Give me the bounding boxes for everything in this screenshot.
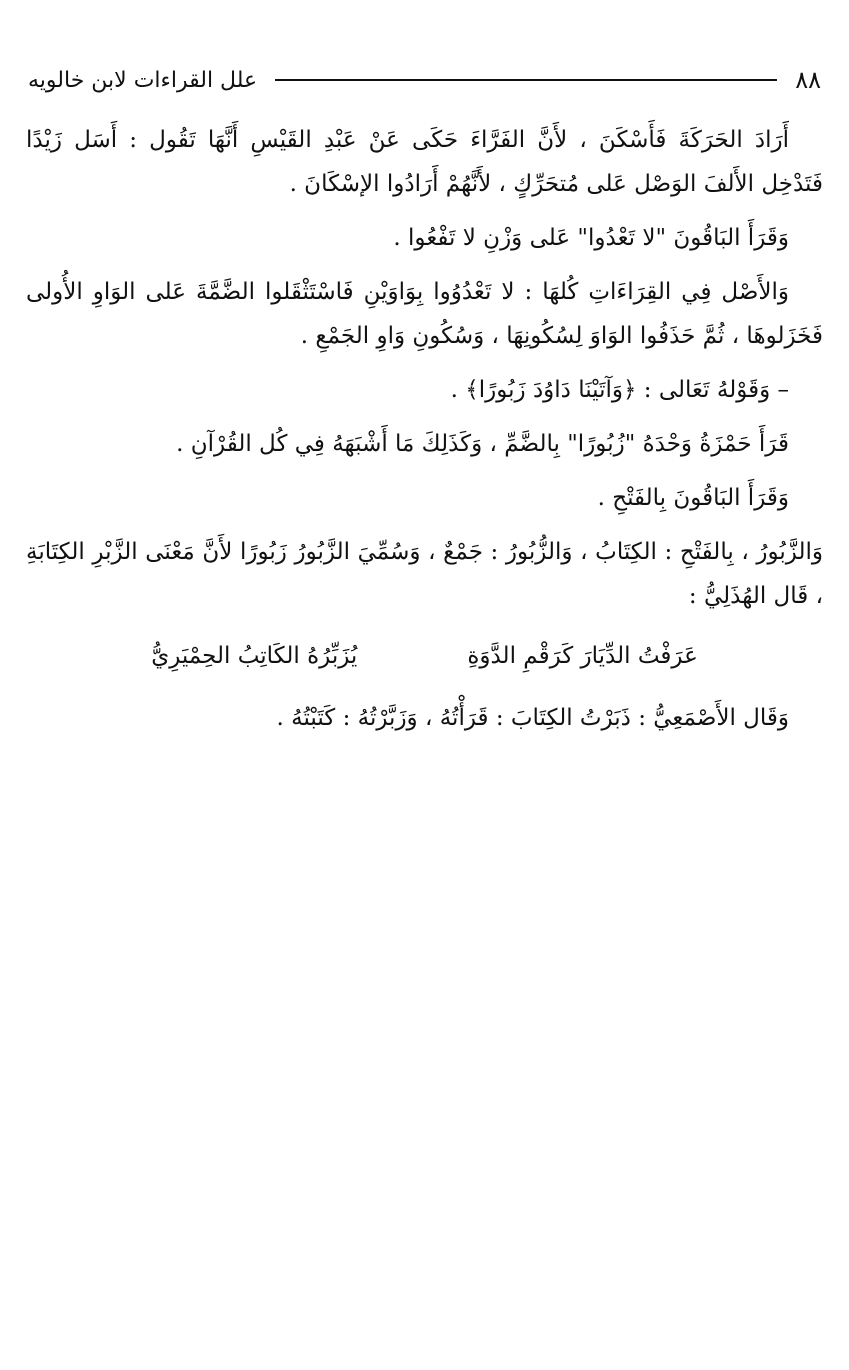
quran-verse-citation: – وَقَوْلهُ تَعَالى : ﴿وَآتَيْنَا دَاوُدَ زَبُورًا﴾ . bbox=[450, 377, 789, 403]
verse-second-hemistich: يُزَبِّرُهُ الكَاتِبُ الحِمْيَرِيُّ bbox=[151, 643, 358, 669]
closing-paragraph: وَقَال الأَصْمَعِيُّ : ذَبَرْتُ الكِتَابَ : قَرَأْتُهُ ، وَزَبَّرْتُهُ : كَتَبْتُهُ . bbox=[276, 705, 789, 731]
paragraph: وَالزَّبُورُ ، بِالفَتْحِ : الكِتَابُ ، وَالزُّبُورُ : جَمْعٌ ، وَسُمِّيَ الزَّبُورُ زَبُورًا لأَنَّ مَعْنَى الزَّبْرِ الكِتَابَةِ ، قَال الهُذَلِيُّ : bbox=[26, 539, 823, 609]
paragraph: وَقَرَأَ البَاقُونَ بِالفَتْحِ . bbox=[597, 485, 789, 511]
page-number: ٨٨ bbox=[795, 66, 821, 94]
paragraph: وَالأَصْل فِي القِرَاءَاتِ كُلهَا : لا تَعْدُوُوا بِوَاوَيْنِ فَاسْتَثْقَلوا الضَّمَّةَ عَلى الوَاوِ الأُولى فَخَزَلوهَا ، ثُمَّ حَذَفُوا الوَاوَ لِسُكُونِهَا ، وَسُكُونِ وَاوِ الجَمْعِ . bbox=[26, 279, 823, 349]
page-body bbox=[26, 118, 823, 750]
verse-first-hemistich: عَرَفْتُ الدِّيَارَ كَرَقْمِ الدَّوَةِ bbox=[467, 643, 698, 669]
poetry-verse bbox=[26, 634, 823, 678]
header-rule bbox=[275, 79, 777, 81]
paragraph: أَرَادَ الحَرَكَةَ فَأَسْكَنَ ، لأَنَّ الفَرَّاءَ حَكَى عَنْ عَبْدِ القَيْسِ أَنَّهَا تَقُول : أَسَل زَيْدًا فَتَدْخِل الأَلفَ الوَصْل عَلى مُتحَرِّكٍ ، لأَنَّهُمْ أَرَادُوا الإسْكَانَ . bbox=[26, 127, 823, 197]
page-header bbox=[28, 60, 821, 100]
paragraph: قَرَأَ حَمْزَةُ وَحْدَهُ "زُبُورًا" بِالضَّمِّ ، وَكَذَلِكَ مَا أَشْبَهَهُ فِي كُل القُرْآنِ . bbox=[176, 431, 789, 457]
running-title: علل القراءات لابن خالويه bbox=[28, 67, 258, 93]
paragraph: وَقَرَأَ البَاقُونَ "لا تَعْدُوا" عَلى وَزْنِ لا تَفْعُوا . bbox=[393, 225, 789, 251]
